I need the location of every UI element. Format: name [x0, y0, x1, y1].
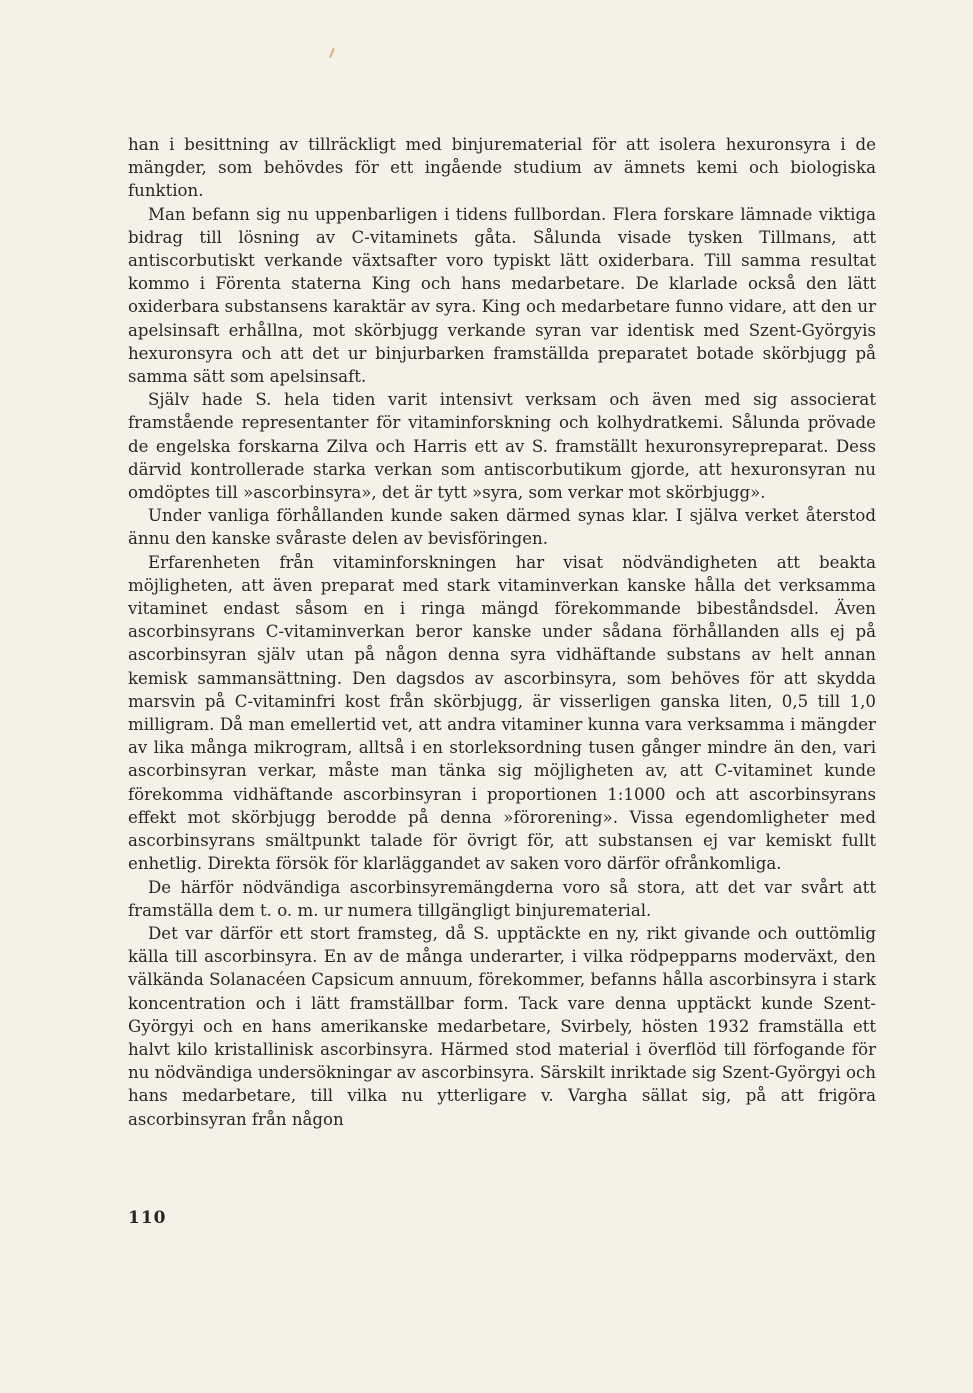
page-number: 110	[128, 1208, 167, 1228]
paragraph-continuation: han i besittning av tillräckligt med binjurematerial för att isolera hexuronsyra i de mängder, som behövdes för ett ingående studium av ämnets kemi och biologiska funktion.	[128, 135, 876, 201]
paragraph: Man befann sig nu uppenbarligen i tidens fullbordan. Flera forskare lämnade viktiga bidrag till lösning av C-vitaminets gåta. Sålunda visade tysken Tillmans, att antiscorbutiskt verkande växtsafter voro typiskt lätt oxiderbara. Till samma resultat kommo i Förenta staterna King och hans medarbetare. De klarlade också den lätt oxiderbara substansens karaktär av syra. King och medarbetare funno vidare, att den ur apelsinsaft erhållna, mot skörbjugg verkande syran var identisk med Szent-Györgyis hexuronsyra och att det ur binjurbarken framställda preparatet botade skörbjugg på samma sätt som apelsinsaft.	[128, 204, 876, 387]
paragraph: Själv hade S. hela tiden varit intensivt verksam och även med sig associerat framstående representanter för vitaminforskning och kolhydratkemi. Sålunda prövade de engelska forskarna Zilva och Harris ett av S. framställt hexuronsyrepreparat. Dess därvid kontrollerade starka verkan som antiscorbutikum gjorde, att hexuronsyran nu omdöptes till »ascorbinsyra», det är tytt »syra, som verkar mot skörbjugg».	[128, 390, 876, 503]
paper-speck	[329, 48, 335, 58]
paragraph: De härför nödvändiga ascorbinsyremängderna voro så stora, att det var svårt att framställa dem t. o. m. ur numera tillgängligt binjurematerial.	[128, 877, 876, 920]
paragraph: Det var därför ett stort framsteg, då S. upptäckte en ny, rikt givande och outtömlig källa till ascorbinsyra. En av de många underarter, i vilka rödpepparns moderväxt, den välkända Solanacéen Capsicum annuum, förekommer, befanns hålla ascorbinsyra i stark koncentration och i lätt framställbar form. Tack vare denna upptäckt kunde Szent-Györgyi och en hans amerikanske medarbetare, Svirbely, hösten 1932 framställa ett halvt kilo kristallinisk ascorbinsyra. Härmed stod material i överflöd till förfogande för nu nödvändiga undersökningar av ascorbinsyra. Särskilt inriktade sig Szent-Györgyi och hans medarbetare, till vilka nu ytterligare v. Vargha sällat sig, på att frigöra ascorbinsyran från någon	[128, 923, 876, 1129]
paragraph: Erfarenheten från vitaminforskningen har visat nödvändigheten att beakta möjligheten, att även preparat med stark vitaminverkan kanske hålla det verksamma vitaminet endast såsom en i ringa mängd förekommande bibeståndsdel. Även ascorbinsyrans C-vitaminverkan beror kanske under sådana förhållanden alls ej på ascorbinsyran själv utan på någon denna syra vidhäftande substans av helt annan kemisk sammansättning. Den dagsdos av ascorbinsyra, som behöves för att skydda marsvin på C-vitaminfri kost från skörbjugg, är visserligen ganska liten, 0,5 till 1,0 milligram. Då man emellertid vet, att andra vitaminer kunna vara verksamma i mängder av lika många mikrogram, alltså i en storleksordning tusen gånger mindre än den, vari ascorbinsyran verkar, måste man tänka sig möjligheten av, att C-vitaminet kunde förekomma vidhäftande ascorbinsyran i proportionen 1:1000 och att ascorbinsyrans effekt mot skörbjugg berodde på denna »förorening». Vissa egendomligheter med ascorbinsyrans smältpunkt talade för övrigt för, att substansen ej var kemiskt fullt enhetlig. Direkta försök för klarläggandet av saken voro därför ofrånkomliga.	[128, 552, 876, 874]
body-text	[128, 133, 876, 1131]
paragraph: Under vanliga förhållanden kunde saken därmed synas klar. I själva verket återstod ännu den kanske svåraste delen av bevisföringen.	[128, 506, 876, 549]
